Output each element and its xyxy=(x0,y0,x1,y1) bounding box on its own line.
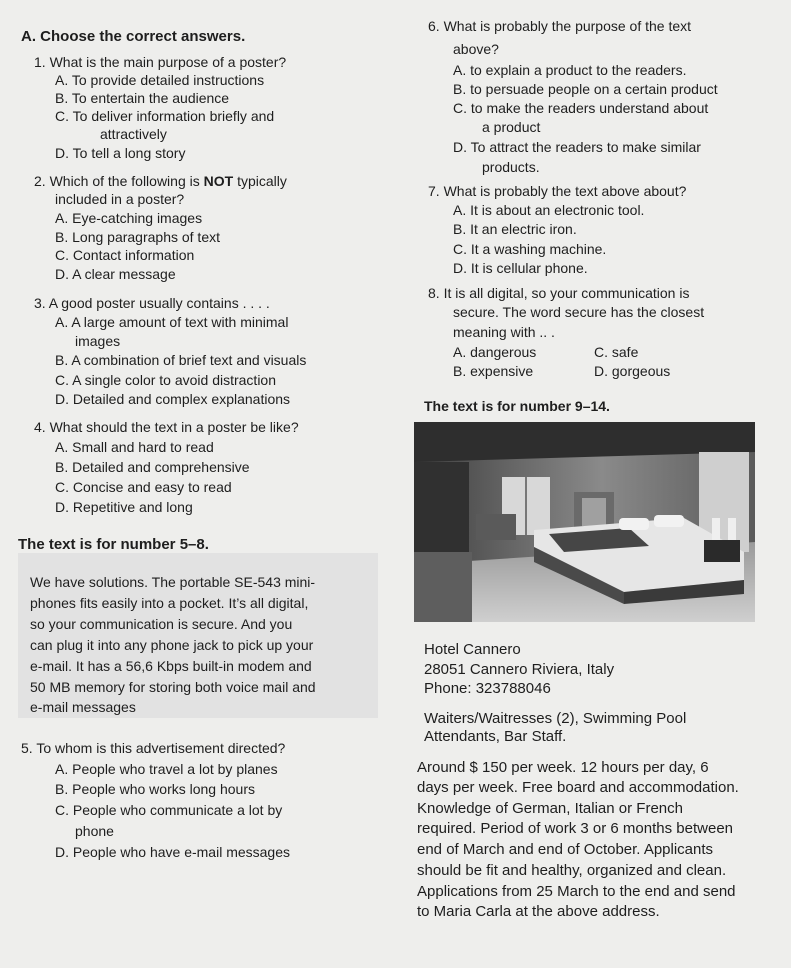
ad-line: 50 MB memory for storing both voice mail and xyxy=(30,679,316,695)
question-stem-cont: meaning with .. . xyxy=(453,324,555,340)
question-stem-cont: above? xyxy=(453,41,499,57)
option-d[interactable]: D. To tell a long story xyxy=(55,145,186,161)
option-c[interactable]: C. To deliver information briefly and xyxy=(55,108,275,124)
job-titles-cont: Attendants, Bar Staff. xyxy=(424,728,567,745)
question-stem-cont: included in a poster? xyxy=(55,191,185,207)
emphasis-not: NOT xyxy=(203,173,234,189)
option-d[interactable]: D. To attract the readers to make similar xyxy=(453,139,701,155)
job-titles: Waiters/Waitresses (2), Swimming Pool xyxy=(424,710,687,727)
hotel-room-photo xyxy=(414,422,755,622)
option-c[interactable]: C. to make the readers understand about xyxy=(453,100,709,116)
option-c-cont: attractively xyxy=(100,126,167,142)
question-stem: 2. Which of the following is NOT typically xyxy=(34,173,287,189)
option-b[interactable]: B. to persuade people on a certain product xyxy=(453,81,718,97)
option-c[interactable]: C. safe xyxy=(594,344,639,360)
option-a[interactable]: A. to explain a product to the readers. xyxy=(453,62,687,78)
question-stem: 7. What is probably the text above about? xyxy=(428,183,687,199)
option-b[interactable]: B. It an electric iron. xyxy=(453,221,577,237)
option-d[interactable]: D. It is cellular phone. xyxy=(453,260,588,276)
option-c[interactable]: C. It a washing machine. xyxy=(453,241,607,257)
option-a[interactable]: A. It is about an electronic tool. xyxy=(453,202,645,218)
option-a[interactable]: A. People who travel a lot by planes xyxy=(55,761,278,777)
option-a-cont: images xyxy=(75,333,121,349)
job-details-line: required. Period of work 3 or 6 months between xyxy=(417,820,734,837)
option-b[interactable]: B. To entertain the audience xyxy=(55,90,230,106)
ad-line: phones fits easily into a pocket. It’s all digital, xyxy=(30,595,309,611)
question-stem: 8. It is all digital, so your communication is xyxy=(428,285,690,301)
option-a[interactable]: A. Eye-catching images xyxy=(55,210,203,226)
option-b[interactable]: B. expensive xyxy=(453,363,534,379)
option-d[interactable]: D. A clear message xyxy=(55,266,176,282)
job-details-line: Around $ 150 per week. 12 hours per day, 6 xyxy=(417,759,709,776)
reference-5-8: The text is for number 5–8. xyxy=(18,536,209,553)
option-d[interactable]: D. Detailed and complex explanations xyxy=(55,391,291,407)
question-stem: 5. To whom is this advertisement directed? xyxy=(21,740,286,756)
option-c[interactable]: C. People who communicate a lot by xyxy=(55,802,283,818)
question-stem-cont: secure. The word secure has the closest xyxy=(453,304,705,320)
option-d[interactable]: D. gorgeous xyxy=(594,363,671,379)
hotel-address: 28051 Cannero Riviera, Italy xyxy=(424,661,615,678)
option-a[interactable]: A. To provide detailed instructions xyxy=(55,72,265,88)
option-c-cont: phone xyxy=(75,823,114,839)
option-b[interactable]: B. People who works long hours xyxy=(55,781,255,797)
section-heading: A. Choose the correct answers. xyxy=(21,28,246,45)
option-a[interactable]: A. A large amount of text with minimal xyxy=(55,314,289,330)
option-c[interactable]: C. Contact information xyxy=(55,247,195,263)
hotel-phone: Phone: 323788046 xyxy=(424,680,551,697)
question-stem: 6. What is probably the purpose of the text xyxy=(428,18,692,34)
job-details-line: to Maria Carla at the above address. xyxy=(417,903,660,920)
job-details-line: Applications from 25 March to the end and send xyxy=(417,883,736,900)
ad-line: e-mail. It has a 56,6 Kbps built-in modem and xyxy=(30,658,312,674)
job-details-line: days per week. Free board and accommodation. xyxy=(417,779,739,796)
job-details-line: should be fit and healthy, organized and clean. xyxy=(417,862,727,879)
ad-line: e-mail messages xyxy=(30,699,136,715)
option-a[interactable]: A. dangerous xyxy=(453,344,537,360)
option-b[interactable]: B. A combination of brief text and visuals xyxy=(55,352,307,368)
ad-line: can plug it into any phone jack to pick up your xyxy=(30,637,314,653)
option-c[interactable]: C. A single color to avoid distraction xyxy=(55,372,277,388)
option-a[interactable]: A. Small and hard to read xyxy=(55,439,214,455)
question-stem: 3. A good poster usually contains . . . . xyxy=(34,295,270,311)
ad-line: We have solutions. The portable SE-543 mini- xyxy=(30,574,316,590)
job-details-line: end of March and end of October. Applicants xyxy=(417,841,714,858)
option-d-cont: products. xyxy=(482,159,540,175)
option-b[interactable]: B. Long paragraphs of text xyxy=(55,229,220,245)
job-details-line: Knowledge of German, Italian or French xyxy=(417,800,683,817)
question-stem: 1. What is the main purpose of a poster? xyxy=(34,54,287,70)
option-c-cont: a product xyxy=(482,119,541,135)
option-d[interactable]: D. People who have e-mail messages xyxy=(55,844,291,860)
option-d[interactable]: D. Repetitive and long xyxy=(55,499,193,515)
ad-line: so your communication is secure. And you xyxy=(30,616,293,632)
hotel-name: Hotel Cannero xyxy=(424,641,521,658)
reference-9-14: The text is for number 9–14. xyxy=(424,398,610,414)
question-stem: 4. What should the text in a poster be like? xyxy=(34,419,299,435)
option-b[interactable]: B. Detailed and comprehensive xyxy=(55,459,250,475)
option-c[interactable]: C. Concise and easy to read xyxy=(55,479,232,495)
